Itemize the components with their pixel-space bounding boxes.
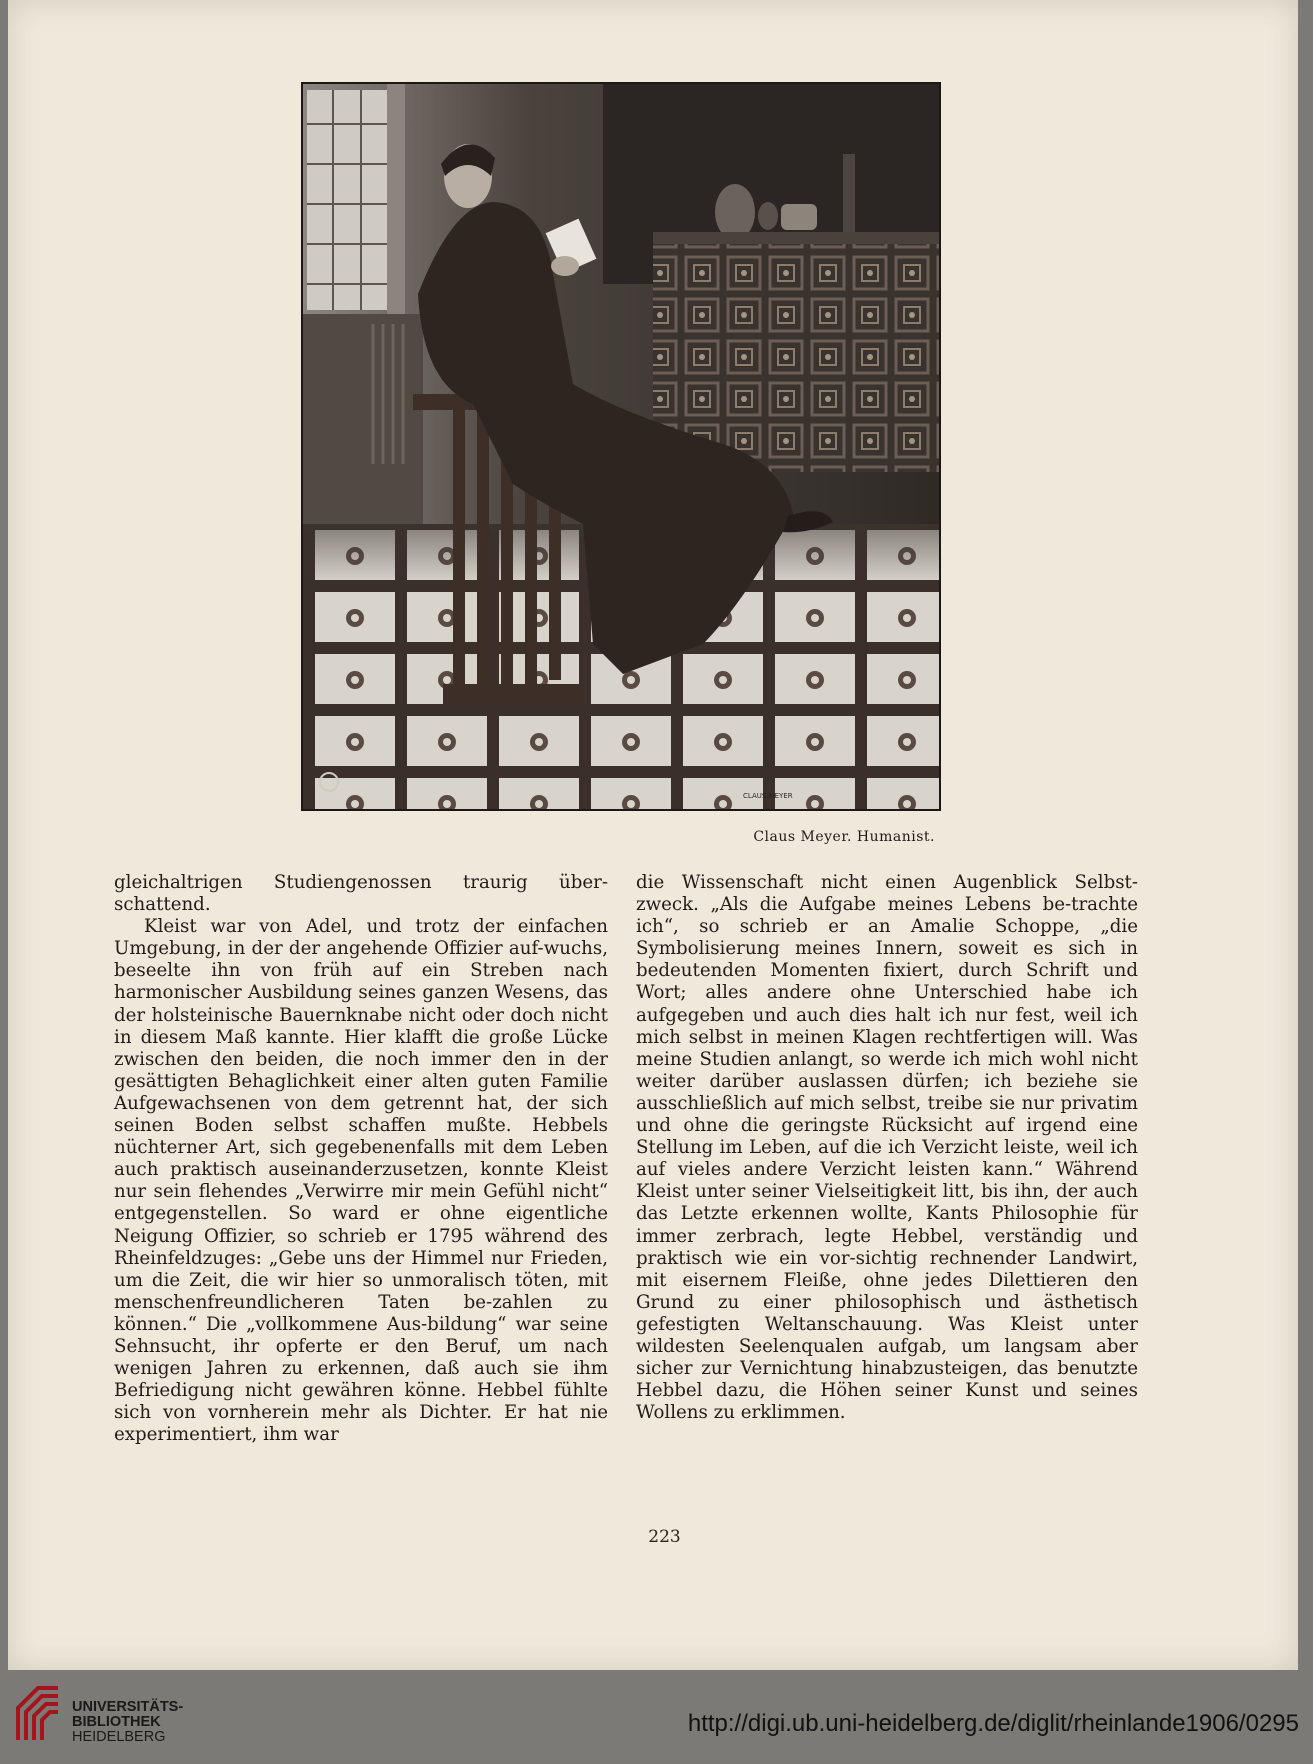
figure-caption: Claus Meyer. Humanist. bbox=[753, 829, 935, 845]
svg-text:CLAUS MEYER: CLAUS MEYER bbox=[743, 792, 793, 800]
library-logo-icon bbox=[14, 1684, 64, 1748]
book-page bbox=[8, 0, 1298, 1670]
library-name-line: BIBLIOTHEK bbox=[72, 1714, 161, 1730]
digitization-footer bbox=[0, 1670, 1313, 1764]
library-name bbox=[72, 1700, 183, 1745]
text-column-left bbox=[114, 872, 608, 1446]
paragraph: gleichaltrigen Studiengenossen traurig über-schattend. bbox=[114, 872, 608, 916]
library-name-line: UNIVERSITÄTS- bbox=[72, 1699, 184, 1715]
text-column-right bbox=[636, 872, 1138, 1424]
permalink-url[interactable]: http://digi.ub.uni-heidelberg.de/diglit/rheinlande1906/0295 bbox=[687, 1710, 1299, 1737]
paragraph: Kleist war von Adel, und trotz der einfachen Umgebung, in der der angehende Offizier auf-wuchs, beseelte ihn von früh auf ein Streben nach harmonischer Ausbildung seines ganzen Wesens, das der holsteinische Bauernknabe nicht oder doch nicht in diesem Maß kannte. Hier klafft die große Lücke zwischen den beiden, die noch immer den in der gesättigten Behaglichkeit einer alten guten Familie Aufgewachsenen von dem getrennt hat, der sich seinen Boden selbst schaffen mußte. Hebbels nüchterner Art, sich gegebenenfalls mit dem Leben auch praktisch auseinanderzusetzen, konnte Kleist nur sein flehendes „Verwirre mir mein Gefühl nicht“ entgegenstellen. So ward er ohne eigentliche Neigung Offizier, so schrieb er 1795 während des Rheinfeldzuges: „Gebe uns der Himmel nur Frieden, um die Zeit, die wir hier so unmoralisch töten, mit menschenfreundlicheren Taten be-zahlen zu können.“ Die „vollkommene Aus-bildung“ war seine Sehnsucht, ihr opferte er den Beruf, um nach wenigen Jahren zu erkennen, daß auch sie ihm Befriedigung nicht gewähren könne. Hebbel fühlte sich von vornherein mehr als Dichter. Er hat nie experimentiert, ihm war bbox=[114, 916, 608, 1446]
page-number: 223 bbox=[648, 1527, 681, 1547]
library-name-line: HEIDELBERG bbox=[72, 1729, 166, 1745]
figure-photograph bbox=[301, 82, 941, 811]
photo-illustration bbox=[303, 84, 939, 809]
paragraph: die Wissenschaft nicht einen Augenblick Selbst-zweck. „Als die Aufgabe meines Lebens be-trachte ich“, so schrieb er an Amalie Schoppe, „die Symbolisierung meines Innern, soweit es sich in bedeutenden Momenten fixiert, durch Schrift und Wort; alles andere ohne Unterschied habe ich aufgegeben und auch dies halt ich nur fest, weil ich mich selbst in meinen Klagen rechtfertigen will. Was meine Studien anlangt, so werde ich mich wohl nicht weiter darüber auslassen dürfen; ich beziehe sie ausschließlich auf mich selbst, treibe sie nur privatim und ohne die geringste Rücksicht auf irgend eine Stellung im Leben, auf die ich Verzicht leiste, weil ich auf vieles andere Verzicht leisten kann.“ Während Kleist unter seiner Vielseitigkeit litt, bis ihn, der auch das Letzte erkennen wollte, Kants Philosophie für immer zerbrach, legte Hebbel, verständig und praktisch wie ein vor-sichtig rechnender Landwirt, mit eisernem Fleiße, ohne jedes Dilettieren den Grund zu einer philosophisch und ästhetisch gefestigten Weltanschauung. Was Kleist unter wildesten Seelenqualen aufgab, um langsam aber sicher zur Vernichtung hinabzusteigen, das benutzte Hebbel dazu, die Höhen seiner Kunst und seines Wollens zu erklimmen. bbox=[636, 872, 1138, 1424]
